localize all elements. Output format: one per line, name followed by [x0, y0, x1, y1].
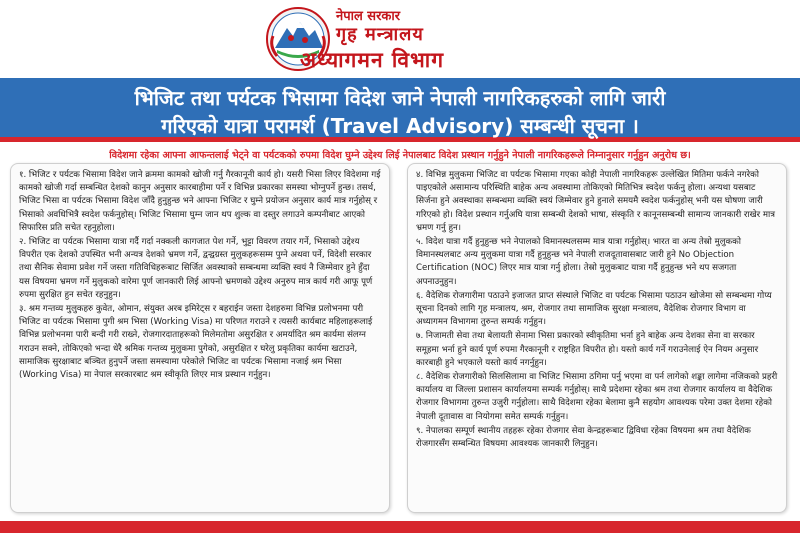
notice-title-line-2: गरिएको यात्रा परामर्श (Travel Advisory) सम्बन्धी सूचना ।: [161, 114, 639, 138]
government-name: नेपाल सरकार: [336, 9, 401, 24]
advisory-point-8: ८. वैदेशिक रोजगारीको सिलसिलामा वा भिजिट भिसामा ठगिमा पर्नु भएमा वा पर्न लागेको शङ्का लागेमा नजिकको प्रहरी कार्यालय वा जिल्ला प्रशासन कार्यालयमा सम्पर्क गर्नुहोस्। साथै प्रदेशमा रहेका श्रम तथा रोजगार कार्यालय वा वैदेशिक रोजगार विभागमा तुरुन्त उजुरी गर्नुहोला। साथै विदेशमा रहेका बेलामा कुनै सहयोग आवश्यक परेमा उक्त देशमा रहेको नेपाली दूतावास वा नियोगमा समेत सम्पर्क गर्नुहुन।: [416, 372, 778, 422]
header: [0, 0, 800, 78]
advisory-point-5: ५. विदेश यात्रा गर्दै हुनुहुन्छ भने नेपालको विमानस्थलसम्म मात्र यात्रा गर्नुहोस्। भारत वा अन्य तेस्रो मुलुकको विमानस्थलबाट अन्य मुलुकमा यात्रा गर्दै हुनुहुन्छ भने नेपाली राजदूतावासबाट जारी हुने No Objection Certification (NOC) लिएर मात्र यात्रा गर्नु होला। तेस्रो मुलुकबाट यात्रा गर्दै हुनुहुन्छ भने थप सजगता अपनाउनुहुन।: [416, 237, 741, 287]
advisory-point-2: २. भिजिट वा पर्यटक भिसामा यात्रा गर्दै गर्दा नक्कली कागजात पेश गर्ने, भुट्टा विवरण तयार गर्ने, भिसाको उद्देश्य विपरीत एक देशको उपस्थित भनी अन्यत्र देशको भ्रमण गर्ने, द्वन्द्वग्रस्त मुलुकहरूसम्म पुग्ने अथवा पर्ने, विदेशी सरकार तथा सैनिक सेवामा प्रवेश गर्ने जस्ता गतिविधिहरूबाट सिर्जित अवस्थाको सम्बन्धमा व्यक्ति स्वयं नै जिम्मेवार हुने हुँदा यस विषयमा भ्रमण गर्ने मुलुकको वारेमा पूर्ण जानकारी लिई आफ्नो भ्रमणको उद्देश्य अनुरुप मात्र कार्य गरी आफू पूर्ण रुपमा सुरक्षित हुन सचेत रहनुहुन।: [19, 237, 373, 300]
advisory-point-3: ३. श्रम गन्तव्य मुलुकहरु कुवेत, ओमान, संयुक्त अरब इमिरेट्स र बहराईन जस्ता देशहरुमा विभिन्न प्रलोभनमा परी भिजिट वा पर्यटक भिसामा पुगी श्रम भिसा (Working Visa) मा परिणत गराउने र त्यसरी कार्यबाट महिलाहरूलाई विभिन्न प्रलोभनमा पारी बन्दी गरी राख्ने, रोजगारदाताहरूको मिलेमतोमा असुरक्षित र अमर्यादित श्रम कार्यमा संलग्न गराउन सक्ने, तोकिएको भन्दा धेरै श्रमिक गन्तव्य मुलुकमा पुगेको, असुरक्षित र घरेलु प्रकृतिका कार्यमा खटाउने, सामाजिक सुरक्षाबाट बञ्चित हुनुपर्ने जस्ता समस्यामा परेकोले भिजिट वा पर्यटक भिसामा नजाई श्रम भिसा (Working Visa) मा नेपाल सरकारबाट श्रम स्वीकृति लिएर मात्र प्रस्थान गर्नुहुन।: [19, 304, 373, 381]
advisory-point-6: ६. वैदेशिक रोजगारीमा पठाउने इजाजत प्राप्त संस्थाले भिजिट वा पर्यटक भिसामा पठाउन खोजेमा सो सम्बन्धमा गोप्य सूचना दिनको लागि गृह मन्त्रालय, श्रम, रोजगार तथा सामाजिक सुरक्षा मन्त्रालय, वैदेशिक रोजगार विभाग वा अध्यागमन विभागमा तुरुन्त सम्पर्क गर्नुहुन।: [416, 290, 772, 328]
intro-request: विदेशमा रहेका आफ्ना आफन्तलाई भेट्ने वा पर्यटकको रुपमा विदेश घुम्ने उद्देश्य लिई नेपालबाट विदेश प्रस्थान गर्नुहुने नेपाली नागरिकहरूले निम्नानुसार गर्नुहुन अनुरोध छ।: [109, 150, 691, 161]
notice-title-line-1: भिजिट तथा पर्यटक भिसामा विदेश जाने नेपाली नागरिकहरुको लागि जारी: [134, 86, 666, 110]
advisory-point-7: ७. निजामती सेवा तथा बेलायती सेनामा भिसा प्रकारको स्वीकृतिमा भर्ना हुने बाहेक अन्य देशका सेना वा सरकार समूहमा भर्ना हुने कार्य पूर्ण रुपमा गैरकानूनी र राष्ट्रहित विपरीत हो। यस्तो कार्य गर्ने गराउनेलाई ऐन नियम अनुसार कारबाही हुने भएकाले यस्तो कार्य नगर्नुहुन।: [416, 331, 759, 368]
bottom-strip: [0, 521, 800, 533]
department-name: अध्यागमन विभाग: [300, 48, 445, 72]
left-advisory-panel: [10, 163, 390, 513]
advisory-point-1: १. भिजिट र पर्यटक भिसामा विदेश जाने क्रममा कामको खोजी गर्नु गैरकानूनी कार्य हो। यसरी भिसा लिएर विदेशमा गई कामको खोजी गर्दा सम्बन्धित देशको कानुन अनुसार कारबाहीमा पर्ने र विभिन्न प्रकारका समस्या भोग्नुपर्ने हुन्छ। तसर्थ, भिजिट भिसा वा पर्यटक भिसामा विदेश जाँदै हुनुहुन्छ भने आफ्ना भिजिट र घुम्ने प्रयोजन अनुसार कार्य मात्र गर्नुहोस् र भिसाको अवधिभित्रै स्वदेश फर्कनुहोस्। भिजिट भिसामा घुम्न जान थप शुल्क वा दस्तुर लगाउने कम्पनीबाट आएको सिफारिस प्रति सचेत रहनुहोला।: [19, 170, 381, 233]
advisory-point-4: ४. विभिन्न मुलुकमा भिजिट वा पर्यटक भिसामा गएका कोही नेपाली नागरिकहरू उल्लेखित मितिमा फर्कने नगरेको पाइएकोले असामान्य परिस्थिति बाहेक अन्य अवस्थामा तोकिएको मितिभित्र स्वदेश फर्कनु होला। अन्यथा यसबाट सिर्जना हुने अवस्थाका सम्बन्धमा व्यक्ति स्वयं जिम्मेवार हुने हुनाले समयमै स्वदेश फर्कनुहोस् भनी यस घोषणा जारी गरिएको हो। विदेश प्रस्थान गर्नुअघि यात्रा सम्बन्धी देशको भाषा, संस्कृति र कानूनसम्बन्धी सामान्य जानकारी राखेर मात्र भ्रमण गर्नु हुन।: [416, 170, 776, 233]
advisory-point-9: ९. नेपालका सम्पूर्ण स्थानीय तहहरू रहेका रोजगार सेवा केन्द्रहरूबाट द्विविधा रहेका विषयमा श्रम तथा वैदेशिक रोजगारसँग सम्बन्धित विषयमा आवश्यक जानकारी लिनुहुन।: [416, 425, 751, 450]
ministry-name: गृह मन्त्रालय: [336, 24, 424, 45]
title-banner: [0, 78, 800, 142]
right-advisory-panel: [407, 163, 787, 513]
